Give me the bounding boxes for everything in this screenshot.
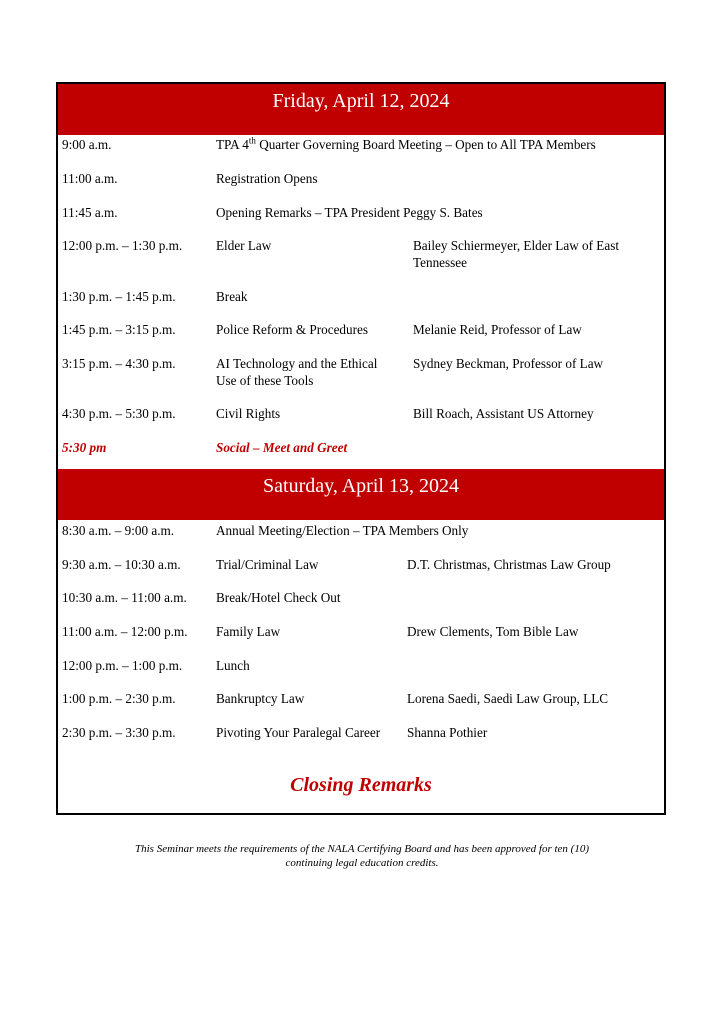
session-speaker: Bailey Schiermeyer, Elder Law of East Tennessee [413, 238, 619, 270]
closing-remarks: Closing Remarks [290, 774, 432, 796]
session-time: 12:00 p.m. – 1:00 p.m. [62, 658, 183, 673]
title-part: Quarter Governing Board Meeting – Open to All TPA Members [255, 137, 596, 152]
schedule-table [56, 82, 666, 815]
session-time: 3:15 p.m. – 4:30 p.m. [62, 356, 176, 371]
session-time: 12:00 p.m. – 1:30 p.m. [62, 238, 183, 253]
session-title: Registration Opens [216, 171, 318, 186]
accreditation-line: continuing legal education credits. [285, 857, 439, 869]
session-time: 8:30 a.m. – 9:00 a.m. [62, 523, 175, 538]
session-time: 9:00 a.m. [62, 137, 112, 152]
session-time: 5:30 pm [62, 440, 107, 455]
session-title: AI Technology and the Ethical Use of these Tools [216, 356, 378, 388]
session-time: 11:00 a.m. [62, 171, 118, 186]
session-time: 1:30 p.m. – 1:45 p.m. [62, 289, 176, 304]
session-speaker: Bill Roach, Assistant US Attorney [413, 406, 594, 421]
session-title: Elder Law [216, 238, 272, 253]
session-title: Break/Hotel Check Out [216, 590, 341, 605]
session-speaker: Sydney Beckman, Professor of Law [413, 356, 604, 371]
session-speaker: Melanie Reid, Professor of Law [413, 322, 582, 337]
session-title [216, 137, 656, 154]
session-title: Annual Meeting/Election – TPA Members Only [216, 523, 469, 538]
session-speaker: Shanna Pothier [407, 725, 488, 740]
session-time: 11:00 a.m. – 12:00 p.m. [62, 624, 188, 639]
saturday-header: Saturday, April 13, 2024 [58, 469, 664, 520]
session-title: Pivoting Your Paralegal Career [216, 725, 381, 740]
session-title: Police Reform & Procedures [216, 322, 368, 337]
session-title: Opening Remarks – TPA President Peggy S. Bates [216, 205, 483, 220]
session-time: 10:30 a.m. – 11:00 a.m. [62, 590, 187, 605]
session-speaker: D.T. Christmas, Christmas Law Group [407, 557, 611, 572]
friday-header: Friday, April 12, 2024 [58, 84, 664, 135]
session-time: 9:30 a.m. – 10:30 a.m. [62, 557, 181, 572]
session-title: Civil Rights [216, 406, 281, 421]
session-time: 2:30 p.m. – 3:30 p.m. [62, 725, 176, 740]
session-time: 11:45 a.m. [62, 205, 118, 220]
ordinal-suffix: th [248, 135, 256, 146]
session-title: Trial/Criminal Law [216, 557, 319, 572]
session-speaker: Lorena Saedi, Saedi Law Group, LLC [407, 691, 609, 706]
session-speaker: Drew Clements, Tom Bible Law [407, 624, 579, 639]
session-title: Lunch [216, 658, 250, 673]
session-time: 4:30 p.m. – 5:30 p.m. [62, 406, 176, 421]
title-part: TPA 4 [216, 137, 249, 152]
session-title: Family Law [216, 624, 281, 639]
session-title: Bankruptcy Law [216, 691, 305, 706]
session-title: Break [216, 289, 248, 304]
session-time: 1:45 p.m. – 3:15 p.m. [62, 322, 176, 337]
session-time: 1:00 p.m. – 2:30 p.m. [62, 691, 176, 706]
session-title: Social – Meet and Greet [216, 440, 348, 455]
accreditation-line: This Seminar meets the requirements of the NALA Certifying Board and has been approved for ten (10) [134, 843, 589, 855]
accreditation-note [90, 842, 634, 870]
